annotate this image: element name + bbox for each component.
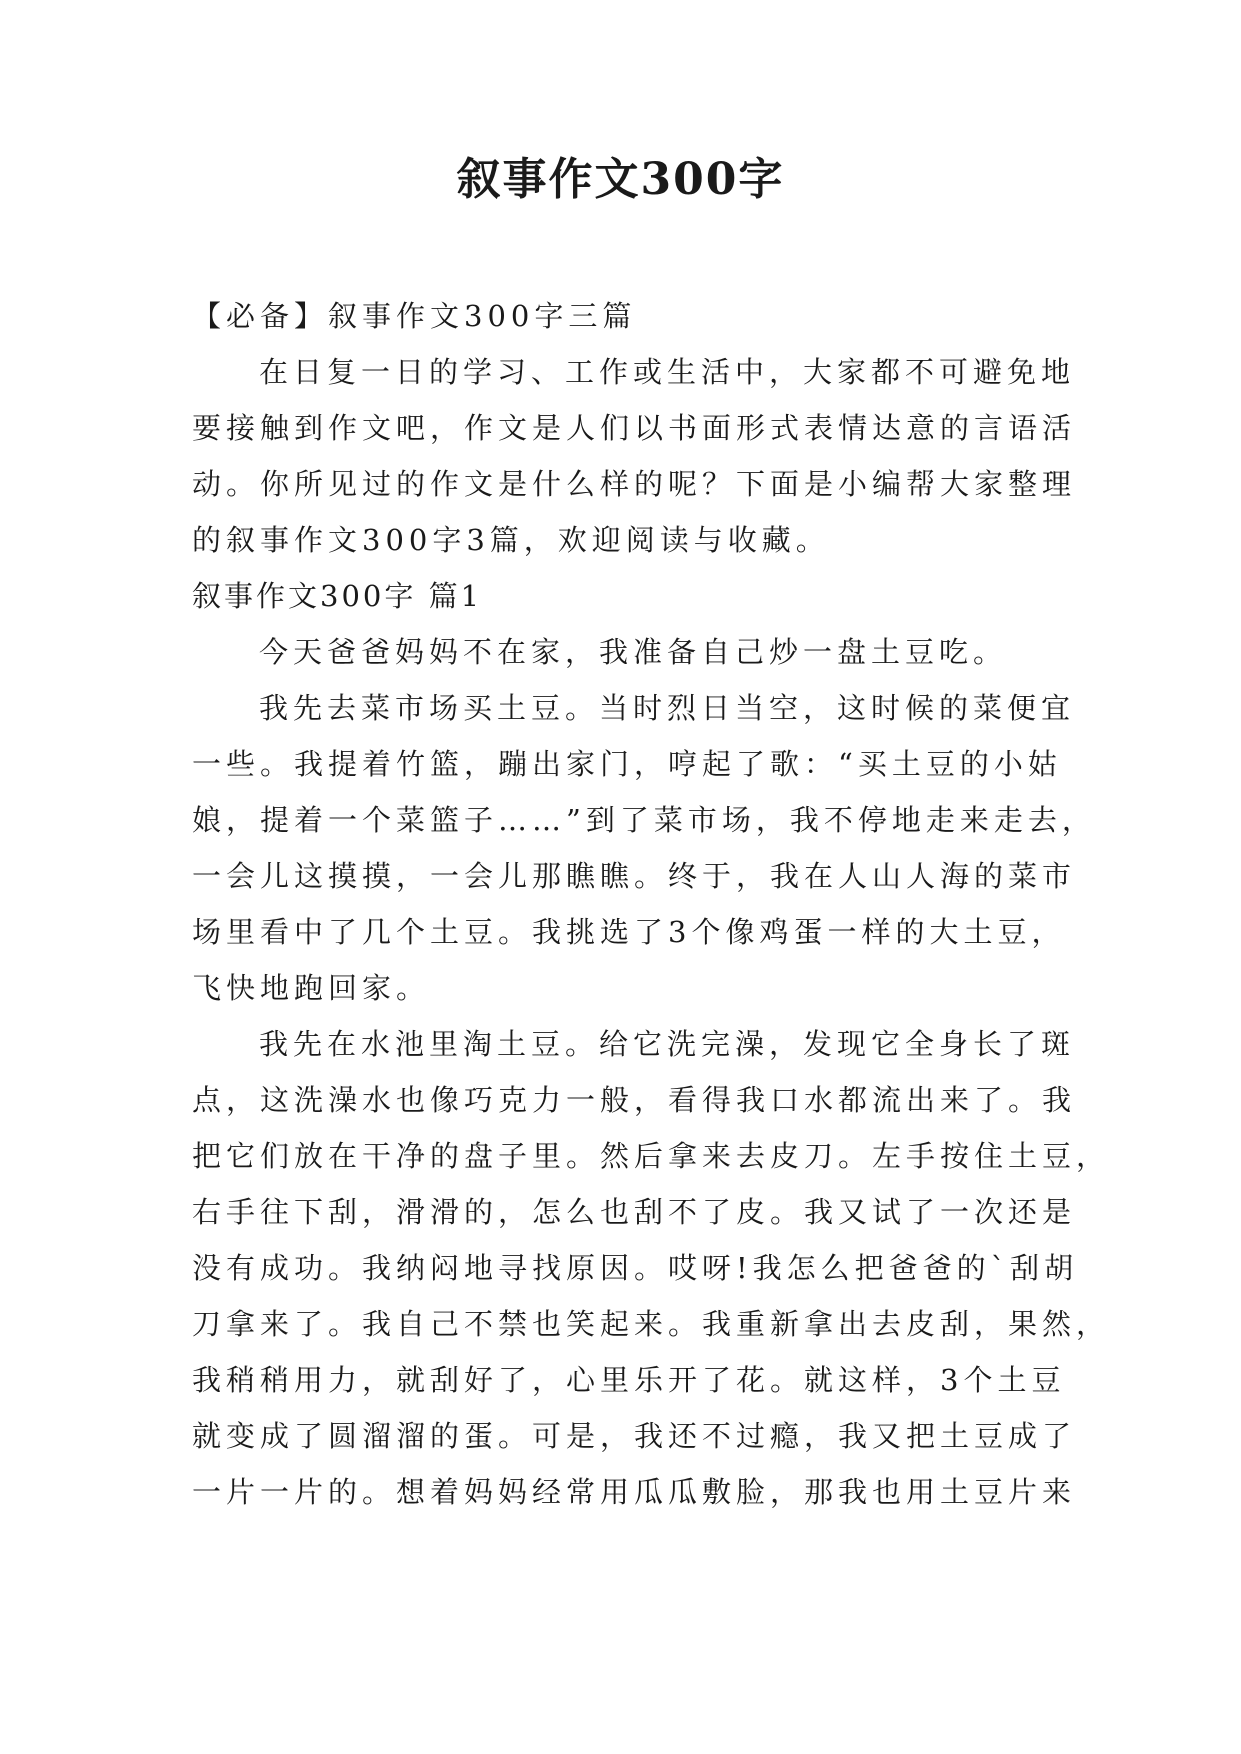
text-line: 点，这洗澡水也像巧克力一般，看得我口水都流出来了。我 <box>192 1083 1077 1117</box>
document-body <box>192 288 1111 1520</box>
text-line: 的叙事作文300字3篇，欢迎阅读与收藏。 <box>192 523 830 557</box>
text-line: 场里看中了几个土豆。我挑选了3个像鸡蛋一样的大土豆， <box>192 915 1066 949</box>
text-line: 娘，提着一个菜篮子……”到了菜市场，我不停地走来走去， <box>192 803 1096 837</box>
text-line: 把它们放在干净的盘子里。然后拿来去皮刀。左手按住土豆， <box>192 1139 1111 1173</box>
text-line: 一片一片的。想着妈妈经常用瓜瓜敷脸，那我也用土豆片来 <box>192 1475 1077 1509</box>
text-line: 刀拿来了。我自己不禁也笑起来。我重新拿出去皮刮，果然， <box>192 1307 1111 1341</box>
text-line: 在日复一日的学习、工作或生活中，大家都不可避免地 <box>259 355 1076 389</box>
text-line: 飞快地跑回家。 <box>192 971 431 1005</box>
text-line: 就变成了圆溜溜的蛋。可是，我还不过瘾，我又把土豆成了 <box>192 1419 1077 1453</box>
text-line: 今天爸爸妈妈不在家，我准备自己炒一盘土豆吃。 <box>259 635 1008 669</box>
subtitle-line: 【必备】叙事作文300字三篇 <box>192 299 637 333</box>
text-line: 一会儿这摸摸，一会儿那瞧瞧。终于，我在人山人海的菜市 <box>192 859 1077 893</box>
text-line: 我先去菜市场买土豆。当时烈日当空，这时候的菜便宜 <box>259 691 1076 725</box>
text-line: 要接触到作文吧，作文是人们以书面形式表情达意的言语活 <box>192 411 1077 445</box>
text-line: 右手往下刮，滑滑的，怎么也刮不了皮。我又试了一次还是 <box>192 1195 1077 1229</box>
text-line: 动。你所见过的作文是什么样的呢？下面是小编帮大家整理 <box>192 467 1077 501</box>
text-line: 一些。我提着竹篮，蹦出家门，哼起了歌：“买土豆的小姑 <box>192 747 1062 781</box>
text-line: 我先在水池里淘土豆。给它洗完澡，发现它全身长了斑 <box>259 1027 1076 1061</box>
text-line: 我稍稍用力，就刮好了，心里乐开了花。就这样，3个土豆 <box>192 1363 1066 1397</box>
section-heading: 叙事作文300字 篇1 <box>192 579 483 613</box>
text-line: 没有成功。我纳闷地寻找原因。哎呀!我怎么把爸爸的`刮胡 <box>192 1251 1079 1285</box>
document-title: 叙事作文300字 <box>456 154 785 205</box>
